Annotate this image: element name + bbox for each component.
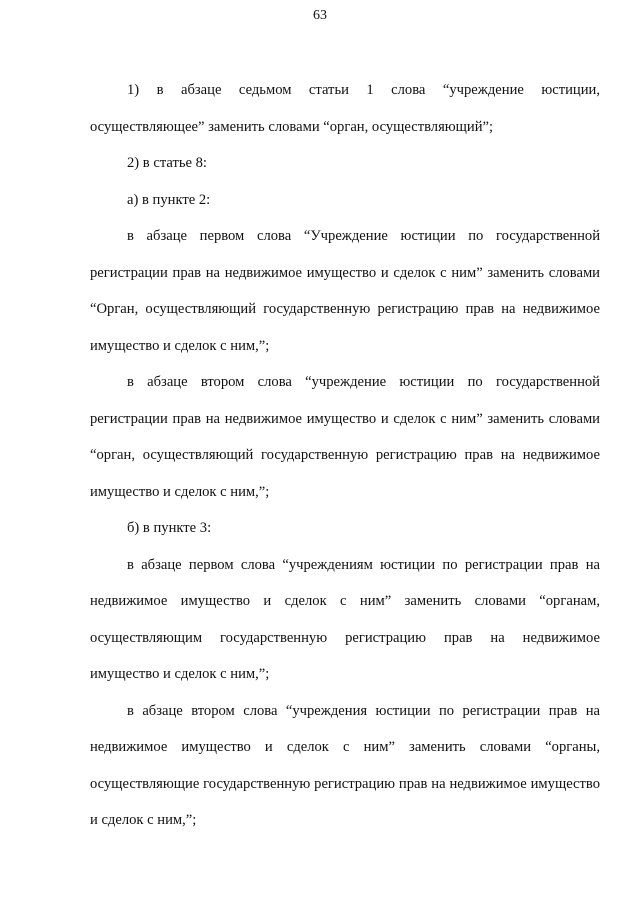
- paragraph-item-2-first: в абзаце первом слова “Учреждение юстиции по государственной регистрации прав на недвижимое имущество и сделок с ним” заменить словами “Орган, осуществляющий государственную регистрацию прав на недвижимое имущество и сделок с ним,”;: [90, 228, 600, 354]
- paragraph-item-2-second: в абзаце втором слова “учреждение юстиции по государственной регистрации прав на недвижимое имущество и сделок с ним” заменить словами “орган, осуществляющий государственную регистрацию прав на недвижимое имущество и сделок с ним,”;: [90, 374, 600, 500]
- paragraph-item-2-heading: а) в пункте 2:: [127, 191, 211, 208]
- document-body: [90, 72, 600, 839]
- paragraph-item-3-first: в абзаце первом слова “учреждениям юстиции по регистрации прав на недвижимое имущество и сделок с ним” заменить словами “органам, осуществляющим государственную регистрацию прав на недвижимое имущество и сделок с ним,”;: [90, 556, 600, 682]
- paragraph-item-3-second: в абзаце втором слова “учреждения юстиции по регистрации прав на недвижимое имущество и сделок с ним” заменить словами “органы, осуществляющие государственную регистрацию прав на недвижимое имущество и сделок с ним,”;: [90, 702, 600, 828]
- paragraph-article-8-heading: 2) в статье 8:: [127, 155, 207, 171]
- paragraph-item-3-heading: б) в пункте 3:: [127, 520, 212, 536]
- paragraph-amendment-1: 1) в абзаце седьмом статьи 1 слова “учреждение юстиции, осуществляющее” заменить словами “орган, осуществляющий”;: [90, 82, 600, 135]
- page-number: 63: [313, 8, 327, 23]
